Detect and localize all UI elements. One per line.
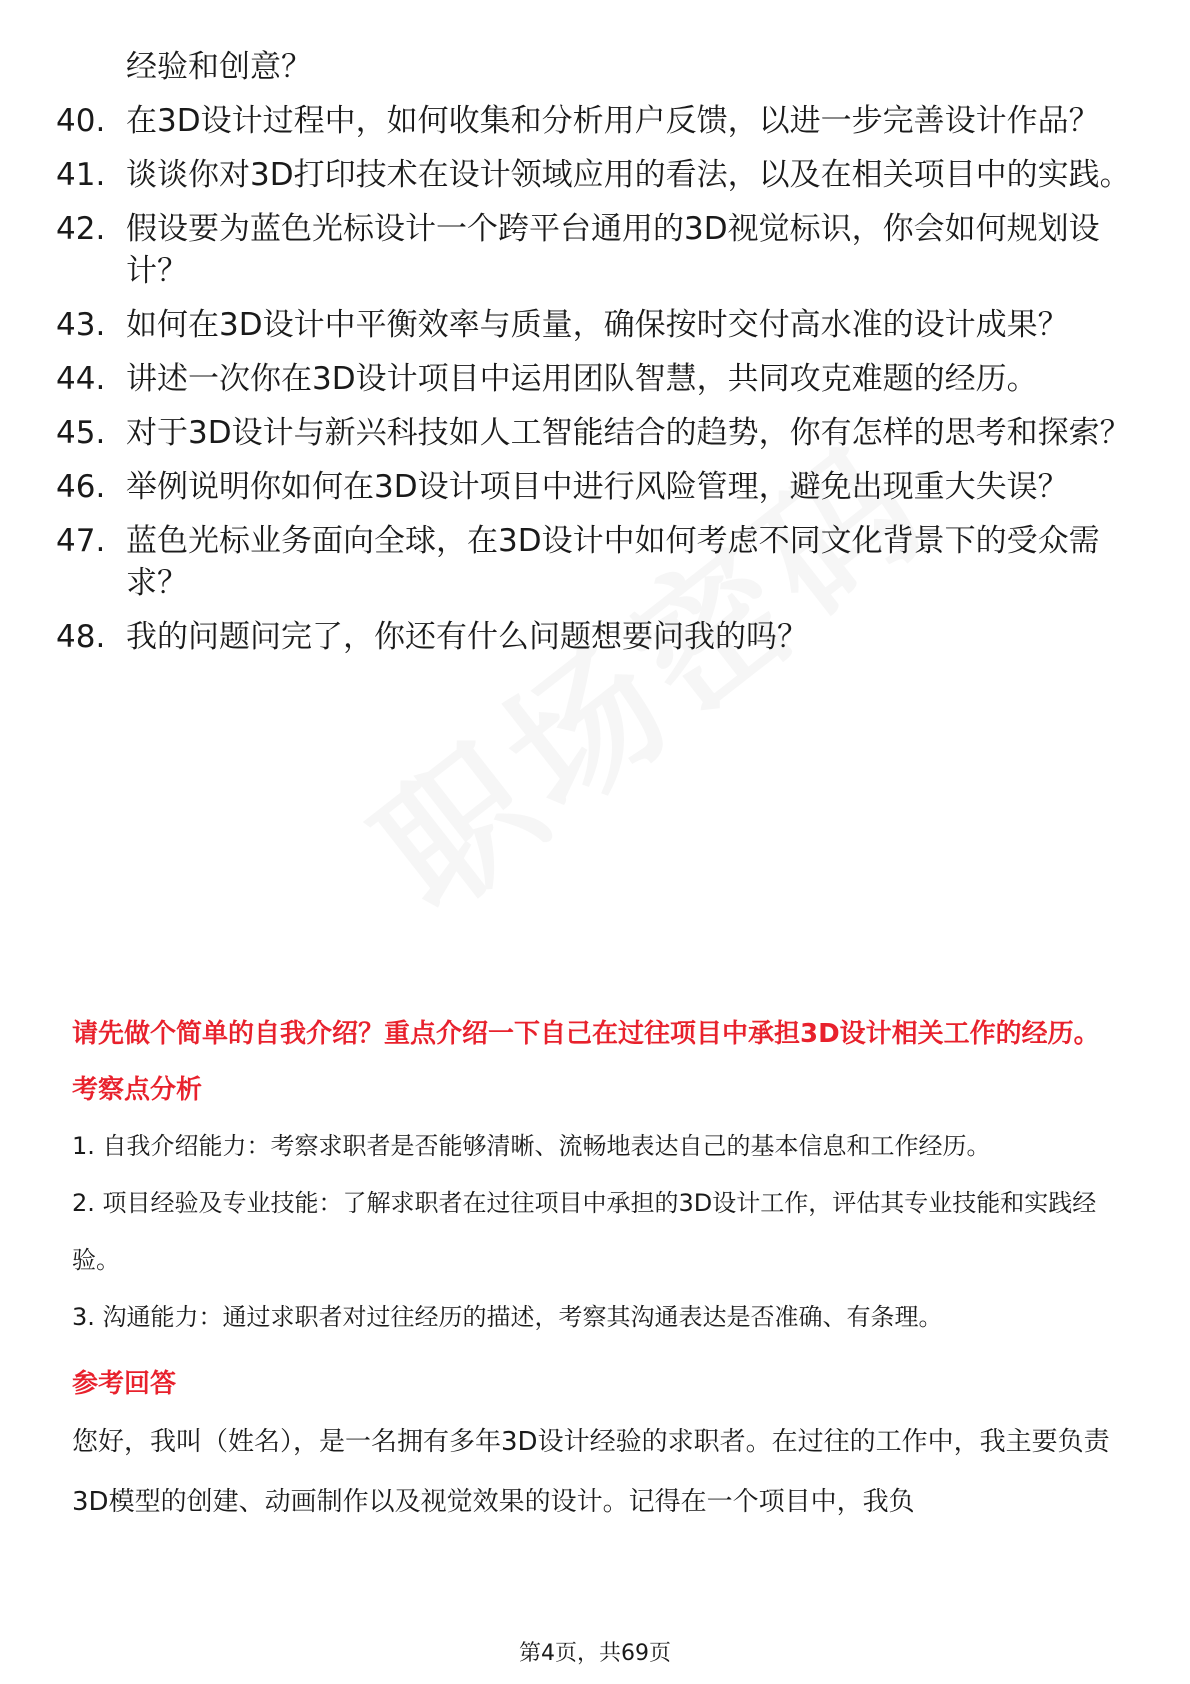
question-text: 我的问题问完了，你还有什么问题想要问我的吗？ [126, 619, 808, 655]
question-text: 谈谈你对3D打印技术在设计领域应用的看法，以及在相关项目中的实践。 [126, 157, 1131, 193]
question-item [56, 304, 1136, 346]
question-text: 如何在3D设计中平衡效率与质量，确保按时交付高水准的设计成果？ [126, 307, 1069, 343]
featured-question: 请先做个简单的自我介绍？重点介绍一下自己在过往项目中承担3D设计相关工作的经历。 [72, 1019, 1100, 1049]
question-text: 举例说明你如何在3D设计项目中进行风险管理，避免出现重大失误？ [126, 469, 1069, 505]
question-item [56, 208, 1136, 292]
question-text: 对于3D设计与新兴科技如人工智能结合的趋势，你有怎样的思考和探索？ [126, 415, 1131, 451]
question-number: 40. [56, 103, 106, 139]
question-item [56, 412, 1136, 454]
question-text: 蓝色光标业务面向全球，在3D设计中如何考虑不同文化背景下的受众需求？ [126, 523, 1100, 601]
question-item [56, 520, 1136, 604]
page-footer: 第4页，共69页 [519, 1641, 671, 1666]
question-number: 42. [56, 211, 106, 247]
analysis-point: 3. 沟通能力：通过求职者对过往经历的描述，考察其沟通表达是否准确、有条理。 [72, 1303, 943, 1331]
question-item [56, 100, 1136, 142]
question-number: 44. [56, 361, 106, 397]
analysis-heading: 考察点分析 [72, 1075, 203, 1105]
question-number: 47. [56, 523, 106, 559]
question-text: 讲述一次你在3D设计项目中运用团队智慧，共同攻克难题的经历。 [126, 361, 1038, 397]
question-number: 41. [56, 157, 106, 193]
question-text: 在3D设计过程中，如何收集和分析用户反馈，以进一步完善设计作品？ [126, 103, 1100, 139]
answer-section [72, 1014, 1122, 1532]
answer-heading: 参考回答 [72, 1369, 177, 1399]
analysis-point: 2. 项目经验及专业技能：了解求职者在过往项目中承担的3D设计工作，评估其专业技能和实践经验。 [72, 1189, 1097, 1274]
answer-text: 您好，我叫（姓名），是一名拥有多年3D设计经验的求职者。在过往的工作中，我主要负责3D模型的创建、动画制作以及视觉效果的设计。记得在一个项目中，我负 [72, 1427, 1110, 1517]
question-item [56, 616, 1136, 658]
question-number: 48. [56, 619, 106, 655]
analysis-points [72, 1118, 1122, 1346]
question-item [56, 466, 1136, 508]
question-item [56, 154, 1136, 196]
question-number: 45. [56, 415, 106, 451]
question-list [56, 46, 1136, 670]
question-text: 假设要为蓝色光标设计一个跨平台通用的3D视觉标识，你会如何规划设计？ [126, 211, 1100, 289]
analysis-point: 1. 自我介绍能力：考察求职者是否能够清晰、流畅地表达自己的基本信息和工作经历。 [72, 1132, 991, 1160]
question-number: 43. [56, 307, 106, 343]
question-continuation: 经验和创意？ [126, 49, 312, 85]
question-number: 46. [56, 469, 106, 505]
question-item [56, 358, 1136, 400]
